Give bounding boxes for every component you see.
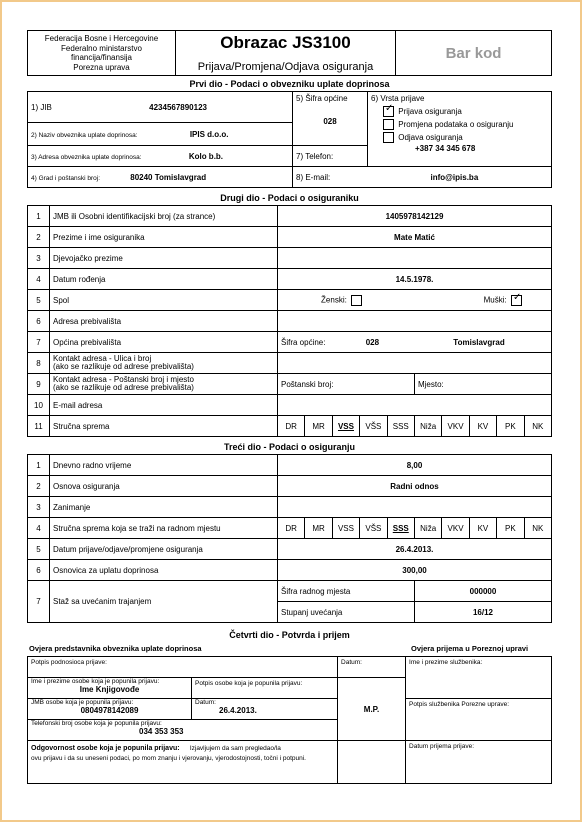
address-label: 3) Adresa obveznika uplate doprinosa:: [31, 153, 142, 161]
row-label: E-mail adresa: [50, 395, 278, 416]
education-option[interactable]: NK: [524, 518, 551, 539]
phone-cell[interactable]: [293, 146, 368, 167]
row-label: Općina prebivališta: [50, 332, 278, 353]
row-number: 1: [28, 455, 50, 476]
education-option[interactable]: VSS: [332, 518, 359, 539]
address-value: Kolo b.b.: [188, 151, 224, 161]
table-row: [28, 248, 552, 269]
table-row: [28, 311, 552, 332]
date-cell[interactable]: [338, 657, 406, 678]
table-row: [28, 497, 552, 518]
row-label: Adresa prebivališta: [50, 311, 278, 332]
row-label-line: Kontakt adresa - Poštanski broj i mjesto: [53, 375, 194, 384]
table-row: [28, 395, 552, 416]
officer-name-cell[interactable]: [406, 657, 552, 699]
filler-phone-cell[interactable]: [28, 720, 338, 741]
education-option[interactable]: DR: [278, 518, 305, 539]
row-number: 3: [28, 248, 50, 269]
gender-female[interactable]: [278, 290, 388, 311]
row-number: 2: [28, 227, 50, 248]
part2-title: Drugi dio - Podaci o osiguraniku: [220, 193, 359, 203]
table-row: [28, 206, 552, 227]
date-label: Datum:: [341, 659, 362, 666]
responsibility-heading: Odgovornost osobe koja je popunila prijavu:: [31, 745, 180, 752]
row-number: 7: [28, 332, 50, 353]
row-label: Djevojačko prezime: [50, 248, 278, 269]
form-title: Obrazac JS3100: [220, 33, 351, 52]
row-label: Spol: [50, 290, 278, 311]
education-option[interactable]: MR: [305, 518, 332, 539]
education-option[interactable]: KV: [469, 518, 496, 539]
increase-value[interactable]: 16/12: [414, 602, 551, 623]
birth-date-value[interactable]: 14.5.1978.: [278, 269, 552, 290]
contribution-base-value[interactable]: 300,00: [278, 560, 552, 581]
right-heading: Ovjera prijema u Poreznoj upravi: [411, 644, 529, 653]
working-hours-value[interactable]: 8,00: [278, 455, 552, 476]
job-code-value[interactable]: 000000: [414, 581, 551, 602]
row-number: 5: [28, 539, 50, 560]
row-label-line: (ako se razlikuje od adrese prebivališta): [53, 362, 194, 371]
municipality-label: 5) Šifra općine: [296, 94, 348, 103]
table-row: [28, 416, 552, 437]
type-option-label: Promjena podataka o osiguranju: [398, 120, 514, 129]
education-option-selected[interactable]: VSS: [332, 416, 359, 437]
address-cell[interactable]: [28, 146, 293, 167]
municipality-value: 028: [323, 117, 337, 126]
responsibility-statement: [28, 741, 338, 784]
applicant-signature-cell[interactable]: [28, 657, 338, 678]
filler-sign-label: Potpis osobe koja je popunila prijavu:: [195, 680, 303, 687]
row-label: Datum prijave/odjave/promjene osiguranja: [50, 539, 278, 560]
registration-type-label: 6) Vrsta prijave: [371, 94, 425, 103]
filler-jmb-cell[interactable]: [28, 699, 192, 720]
education-option[interactable]: MR: [305, 416, 332, 437]
row-number: 6: [28, 560, 50, 581]
table-row: [28, 476, 552, 497]
insurance-basis-value[interactable]: Radni odnos: [278, 476, 552, 497]
row-label-line: Kontakt adresa - Ulica i broj: [53, 354, 152, 363]
email-label: 8) E-mail:: [296, 172, 331, 182]
mun-label: Šifra općine:: [281, 337, 326, 347]
mun-code: 028: [365, 337, 380, 347]
filler-name-value: Ime Knjigovođe: [79, 685, 140, 694]
row-label: [50, 374, 278, 395]
stamp-area: M.P.: [338, 678, 406, 741]
checkbox[interactable]: [351, 295, 362, 306]
city-cell[interactable]: [28, 167, 293, 188]
table-row: [28, 269, 552, 290]
filler-jmb-label: JMB osobe koja je popunila prijavu:: [31, 699, 134, 706]
row-label: Stručna sprema koja se traži na radnom mjestu: [50, 518, 278, 539]
mun-name: Tomislavgrad: [453, 337, 505, 347]
table-row: [28, 353, 552, 374]
city-value: 80240 Tomislavgrad: [130, 172, 207, 182]
responsibility-text: Izjavljujem da sam pregledao/la: [189, 745, 281, 752]
table-row: [28, 518, 552, 539]
row-label: Prezime i ime osiguranika: [50, 227, 278, 248]
part1-table: [27, 91, 552, 188]
title-block: [176, 31, 396, 76]
increase-label: Stupanj uvećanja: [278, 602, 415, 623]
table-row: [28, 581, 552, 602]
row-label: Datum rođenja: [50, 269, 278, 290]
checkbox[interactable]: [511, 291, 522, 306]
education-option[interactable]: Niža: [414, 416, 441, 437]
part2-table: [27, 205, 552, 437]
authority-line: Federacija Bosne i Hercegovine: [44, 34, 159, 43]
part4-title: Četvrti dio - Potvrda i prijem: [229, 630, 350, 640]
row-label: Osnovica za uplatu doprinosa: [50, 560, 278, 581]
officer-sign-label: Potpis službenika Porezne uprave:: [409, 701, 510, 708]
place-field[interactable]: [414, 374, 551, 395]
postal-label: Poštanski broj:: [281, 379, 334, 389]
authority-block: [28, 31, 176, 76]
email-field[interactable]: [278, 395, 552, 416]
education-option[interactable]: VŠS: [360, 518, 387, 539]
form-header: [27, 30, 552, 76]
education-option[interactable]: Niža: [414, 518, 441, 539]
filler-date-cell[interactable]: [192, 699, 338, 720]
authority-line: Porezna uprava: [73, 62, 130, 72]
gender-male[interactable]: [387, 290, 551, 311]
email-cell[interactable]: [293, 167, 552, 188]
name-cell[interactable]: [28, 123, 293, 146]
row-label: Stručna sprema: [50, 416, 278, 437]
job-code-label: Šifra radnog mjesta: [278, 581, 415, 602]
receipt-date-label: Datum prijema prijave:: [409, 743, 475, 750]
education-option[interactable]: PK: [497, 518, 524, 539]
city-label: 4) Grad i poštanski broj:: [31, 174, 101, 182]
checkbox[interactable]: [383, 103, 394, 117]
table-row: [28, 227, 552, 248]
row-number: 6: [28, 311, 50, 332]
table-row: [28, 290, 552, 311]
registration-type-cell: [368, 92, 552, 167]
jib-label: 1) JIB: [31, 102, 52, 112]
education-option[interactable]: NK: [524, 416, 551, 437]
education-option[interactable]: KV: [469, 416, 496, 437]
filler-name-label: Ime i prezime osobe koja je popunila prijavu:: [31, 678, 160, 685]
checkbox[interactable]: [383, 119, 394, 130]
officer-name-label: Ime i prezime službenika:: [409, 659, 483, 666]
row-label: JMB ili Osobni identifikacijski broj (za strance): [50, 206, 278, 227]
row-label: Zanimanje: [50, 497, 278, 518]
row-label-line: (ako se razlikuje od adrese prebivališta): [53, 383, 194, 392]
officer-signature-cell[interactable]: [406, 699, 552, 741]
filler-phone-value: 034 353 353: [139, 727, 184, 736]
row-number: 7: [28, 581, 50, 623]
table-row: [28, 332, 552, 353]
phone-label: 7) Telefon:: [296, 151, 334, 161]
row-number: 4: [28, 518, 50, 539]
contact-street-field[interactable]: [278, 353, 552, 374]
filler-jmb-value: 0804978142089: [80, 706, 139, 715]
signature-label: Potpis podnosioca prijave:: [31, 659, 107, 666]
row-label: [50, 353, 278, 374]
education-option[interactable]: VŠS: [360, 416, 387, 437]
row-number: 3: [28, 497, 50, 518]
full-name-value[interactable]: Mate Matić: [278, 227, 552, 248]
authority-line: financija/finansija: [71, 53, 132, 62]
table-row: [28, 374, 552, 395]
name-value: IPIS d.o.o.: [189, 129, 229, 139]
gender-male-label: Muški:: [483, 295, 507, 305]
table-row: [28, 455, 552, 476]
place-label: Mjesto:: [417, 379, 444, 389]
type-option-deregistration[interactable]: [381, 131, 548, 144]
form-subtitle: Prijava/Promjena/Odjava osiguranja: [197, 61, 374, 73]
maiden-name-field[interactable]: [278, 248, 552, 269]
registration-date-value[interactable]: 26.4.2013.: [278, 539, 552, 560]
type-option-label: Prijava osiguranja: [398, 107, 462, 116]
table-row: [28, 560, 552, 581]
occupation-field[interactable]: [278, 497, 552, 518]
row-number: 9: [28, 374, 50, 395]
receipt-date-cell[interactable]: [406, 741, 552, 784]
filler-phone-label: Telefonski broj osobe koja je popunila prijavu:: [31, 720, 162, 727]
filler-date-label: Datum:: [195, 699, 216, 706]
education-option-selected[interactable]: SSS: [387, 518, 414, 539]
filler-signature-cell[interactable]: [192, 678, 338, 699]
row-number: 4: [28, 269, 50, 290]
checkmark-icon: ✓: [385, 103, 394, 115]
row-number: 11: [28, 416, 50, 437]
education-option[interactable]: PK: [497, 416, 524, 437]
part3-title: Treći dio - Podaci o osiguranju: [223, 442, 356, 452]
row-label: Osnova osiguranja: [50, 476, 278, 497]
part3-table: [27, 454, 552, 623]
education-option[interactable]: SSS: [387, 416, 414, 437]
filler-name-cell[interactable]: [28, 678, 192, 699]
type-option-registration[interactable]: [381, 105, 548, 118]
name-label: 2) Naziv obveznika uplate doprinosa:: [31, 131, 138, 139]
email-value: info@ipis.ba: [430, 172, 479, 182]
row-number: 10: [28, 395, 50, 416]
authority-line: Federalno ministarstvo: [61, 43, 142, 53]
jib-cell[interactable]: [28, 92, 293, 123]
residence-municipality[interactable]: [278, 332, 552, 353]
checkmark-icon: ✓: [513, 291, 522, 303]
municipality-cell[interactable]: [293, 92, 368, 146]
row-number: 8: [28, 353, 50, 374]
barcode-area: Bar kod: [396, 31, 552, 76]
left-heading: Ovjera predstavnika obveznika uplate doprinosa: [29, 644, 202, 653]
responsibility-text: ovu prijavu i da su uneseni podaci, po mom znanju i vjerovanju, vjerodostojnosti, točni i potpuni.: [31, 755, 306, 762]
jmb-value[interactable]: 1405978142129: [278, 206, 552, 227]
education-option[interactable]: VKV: [442, 416, 469, 437]
checkbox[interactable]: [383, 132, 394, 143]
gender-female-label: Ženski:: [321, 295, 347, 305]
phone-value: +387 34 345 678: [415, 144, 476, 153]
type-option-change[interactable]: [381, 118, 548, 131]
education-option[interactable]: VKV: [442, 518, 469, 539]
part1-title: Prvi dio - Podaci o obvezniku uplate doprinosa: [189, 79, 390, 89]
type-option-label: Odjava osiguranja: [398, 133, 463, 142]
row-number: 1: [28, 206, 50, 227]
part4-table: [27, 656, 552, 784]
postal-code-field[interactable]: [278, 374, 415, 395]
table-row: [28, 539, 552, 560]
education-option[interactable]: DR: [278, 416, 305, 437]
filler-date-value: 26.4.2013.: [219, 706, 257, 715]
row-number: 2: [28, 476, 50, 497]
row-label: Staž sa uvećanim trajanjem: [50, 581, 278, 623]
jib-value: 4234567890123: [149, 102, 207, 112]
stamp-lower: [338, 741, 406, 784]
row-number: 5: [28, 290, 50, 311]
residence-address-field[interactable]: [278, 311, 552, 332]
form-page: [27, 30, 552, 784]
row-label: Dnevno radno vrijeme: [50, 455, 278, 476]
